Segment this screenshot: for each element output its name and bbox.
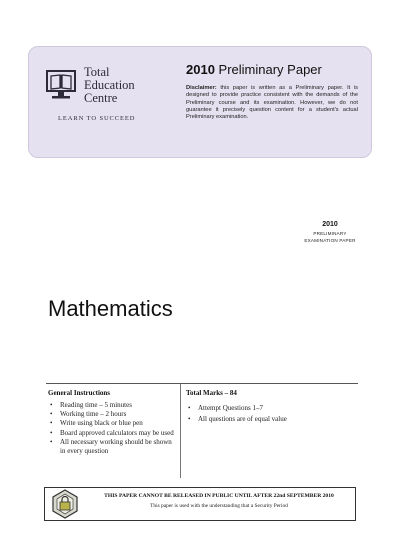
paper-title-text: Preliminary Paper: [218, 62, 322, 77]
total-marks-heading: Total Marks – 84: [186, 389, 237, 397]
section-divider: [46, 383, 358, 384]
list-item: • Write using black or blue pen: [48, 419, 176, 428]
list-item: • Board approved calculators may be used: [48, 429, 176, 438]
general-instructions-heading: General Instructions: [48, 389, 111, 397]
paper-year: 2010: [186, 62, 215, 77]
disclaimer-label: Disclaimer:: [186, 85, 217, 91]
list-item: • Working time – 2 hours: [48, 410, 176, 419]
logo-text-line3: Centre: [84, 91, 118, 105]
release-notice: THIS PAPER CANNOT BE RELEASED IN PUBLIC UNTIL AFTER 22nd SEPTEMBER 2010: [104, 493, 334, 499]
column-divider: [180, 384, 181, 478]
security-seal-icon: [50, 489, 80, 519]
company-logo: [44, 64, 162, 134]
disclaimer-text: this paper is written as a Preliminary paper. It is designed to provide practice consistent with the demands of the Preliminary course and its examination. However, we do not guarantee it precisely question content for a student's actual Preliminary examination.: [186, 85, 358, 121]
list-item: • Reading time – 5 minutes: [48, 401, 176, 410]
logo-text-line2: Education: [84, 78, 135, 92]
total-marks-list: [186, 404, 356, 426]
logo-text-line1: Total: [84, 65, 110, 79]
exam-type-line2: EXAMINATION PAPER: [304, 238, 356, 243]
logo-tagline: LEARN TO SUCCEED: [58, 115, 136, 122]
general-instructions-list: [48, 401, 176, 456]
list-item: • Attempt Questions 1–7: [186, 404, 356, 413]
list-item: • All necessary working should be shown in every question: [48, 438, 176, 456]
list-item: • All questions are of equal value: [186, 415, 356, 424]
exam-year: 2010: [322, 221, 338, 228]
paper-title: [186, 62, 366, 82]
usage-notice: This paper is used with the understanding that a Security Period: [150, 503, 288, 509]
monitor-book-icon: [44, 68, 78, 102]
subject-title: Mathematics: [48, 296, 173, 321]
exam-type-line1: PRELIMINARY: [313, 231, 347, 236]
disclaimer: [186, 85, 358, 121]
